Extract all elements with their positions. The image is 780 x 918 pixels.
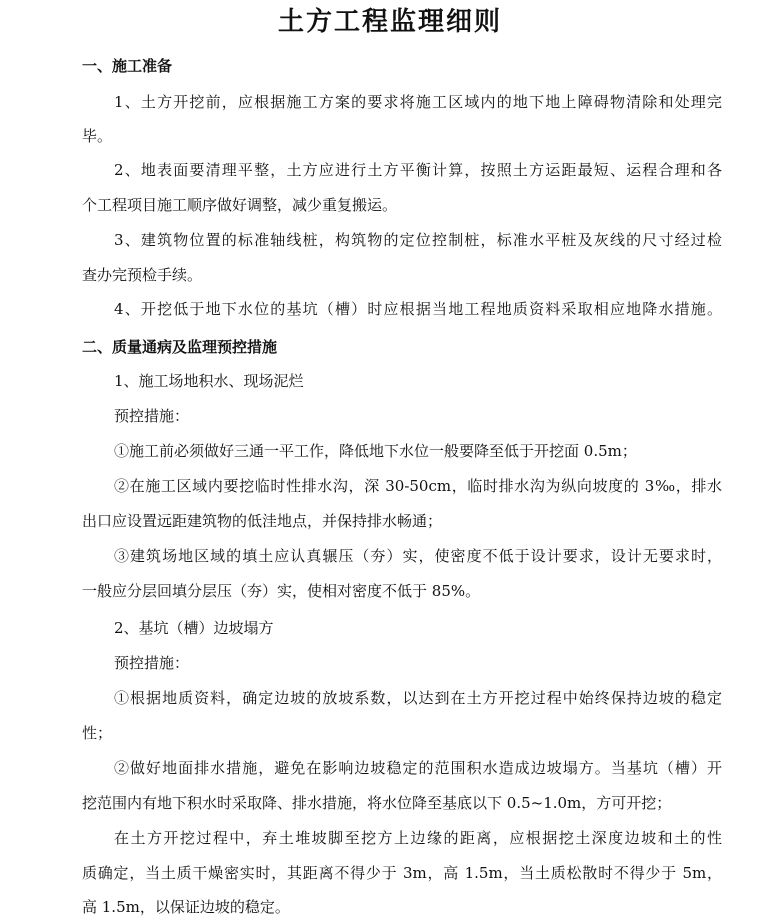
paragraph-line: 性； (82, 724, 113, 742)
paragraph-line: 在土方开挖过程中，弃土堆坡脚至挖方上边缘的距离，应根据挖土深度边坡和土的性 (114, 829, 722, 847)
paragraph-line: 3、建筑物位置的标准轴线桩，构筑物的定位控制桩，标准水平桩及灰线的尺寸经过检 (114, 231, 722, 249)
subsection-heading: 2、基坑（槽）边坡塌方 (114, 619, 274, 637)
document-title: 土方工程监理细则 (277, 7, 502, 37)
paragraph-line: 出口应设置远距建筑物的低洼地点，并保持排水畅通； (82, 512, 443, 530)
paragraph-line: 2、地表面要清理平整，土方应进行土方平衡计算，按照土方运距最短、运程合理和各 (114, 161, 722, 179)
paragraph-line: ①根据地质资料，确定边坡的放坡系数，以达到在土方开挖过程中始终保持边坡的稳定 (114, 689, 722, 707)
paragraph-line: ①施工前必须做好三通一平工作，降低地下水位一般要降至低于开挖面 0.5m； (114, 442, 637, 460)
paragraph-line: ③建筑场地区域的填土应认真辗压（夯）实，使密度不低于设计要求，设计无要求时， (114, 547, 722, 565)
subsection-heading: 1、施工场地积水、现场泥烂 (114, 372, 304, 390)
section-heading-quality-control: 二、质量通病及监理预控措施 (82, 338, 278, 356)
paragraph-line: 查办完预检手续。 (82, 266, 203, 284)
paragraph-line: ②做好地面排水措施，避免在影响边坡稳定的范围积水造成边坡塌方。当基坑（槽）开 (114, 759, 722, 777)
paragraph-line: 一般应分层回填分层压（夯）实，使相对密度不低于 85%。 (82, 582, 481, 600)
paragraph-line: 预控措施： (114, 407, 190, 425)
paragraph-line: 预控措施： (114, 654, 190, 672)
paragraph-line: 个工程项目施工顺序做好调整，减少重复搬运。 (82, 196, 398, 214)
paragraph-line: 1、土方开挖前，应根据施工方案的要求将施工区域内的地下地上障碍物清除和处理完 (114, 93, 722, 111)
paragraph-line: 高 1.5m，以保证边坡的稳定。 (82, 898, 290, 916)
section-heading-construction-prep: 一、施工准备 (82, 57, 173, 75)
paragraph-line: 毕。 (82, 127, 113, 145)
paragraph-line: 4、开挖低于地下水位的基坑（槽）时应根据当地工程地质资料采取相应地降水措施。 (114, 300, 722, 318)
paragraph-line: 挖范围内有地下积水时采取降、排水措施，将水位降至基底以下 0.5~1.0m，方可开挖； (82, 794, 672, 812)
paragraph-line: 质确定，当土质干燥密实时，其距离不得少于 3m，高 1.5m，当土质松散时不得少于 5m， (82, 864, 722, 882)
paragraph-line: ②在施工区域内要挖临时性排水沟，深 30-50cm，临时排水沟为纵向坡度的 3‰，排水 (114, 477, 722, 495)
